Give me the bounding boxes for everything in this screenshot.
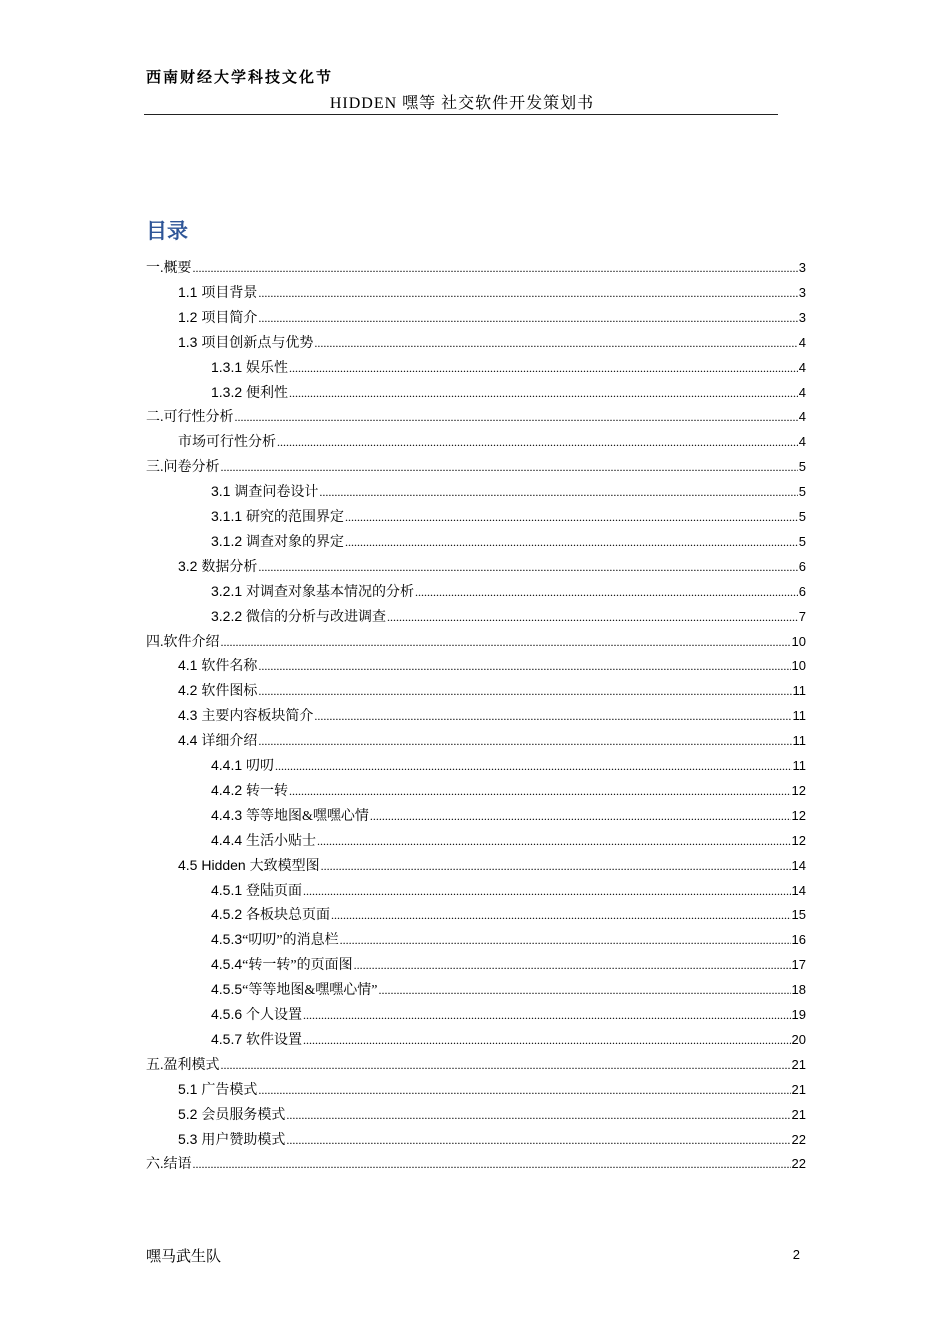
toc-entry-text: 市场可行性分析 — [178, 435, 276, 451]
toc-entry-label — [178, 1129, 285, 1149]
footer-page-number: 2 — [792, 1247, 800, 1262]
toc-entry-page: 10 — [791, 658, 806, 674]
toc-entry-page: 6 — [798, 583, 806, 599]
toc-entry[interactable] — [211, 357, 806, 382]
toc-entry-text: 娱乐性 — [246, 360, 289, 376]
toc-entry-number: 1.3.1 — [211, 358, 247, 375]
toc-entry-page: 5 — [798, 484, 806, 500]
toc-entry-text: “等等地图&嘿嘿心情” — [242, 983, 378, 999]
toc-entry-text: 调查问卷设计 — [234, 485, 319, 501]
header-divider — [144, 114, 778, 115]
toc-entry-text: 生活小贴士 — [246, 833, 317, 849]
toc-entry-page: 5 — [798, 533, 806, 549]
toc-entry-page: 5 — [798, 509, 806, 524]
toc-entry[interactable] — [211, 481, 806, 506]
toc-entry-page: 15 — [791, 907, 806, 923]
toc-entry-number: 5.2 — [178, 1105, 202, 1122]
toc-entry[interactable] — [178, 282, 806, 307]
toc-entry[interactable] — [146, 1054, 806, 1079]
toc-entry-text: 等等地图&嘿嘿心情 — [246, 808, 369, 824]
toc-entry-label — [178, 705, 313, 725]
toc-entry[interactable] — [211, 531, 806, 556]
toc-entry-text: 数据分析 — [201, 559, 258, 575]
toc-dot-leader — [258, 311, 797, 326]
toc-entry-number: 1.1 — [178, 283, 202, 300]
toc-dot-leader — [286, 1133, 790, 1148]
toc-dot-leader — [415, 585, 798, 600]
toc-dot-leader — [289, 386, 798, 401]
toc-entry-page: 4 — [798, 359, 806, 375]
toc-entry-label — [211, 382, 288, 402]
toc-entry-text: 四.软件介绍 — [146, 634, 220, 650]
toc-entry-number: 4.1 — [178, 657, 202, 674]
toc-dot-leader — [221, 1058, 791, 1073]
toc-entry-page: 4 — [798, 434, 806, 450]
toc-entry-text: 会员服务模式 — [201, 1107, 286, 1123]
toc-entry-page: 4 — [798, 384, 806, 400]
toc-dot-leader — [193, 261, 798, 276]
toc-entry-number: 1.3 — [178, 333, 202, 350]
toc-dot-leader — [317, 834, 791, 849]
toc-entry-text: 详细介绍 — [201, 734, 258, 750]
toc-entry[interactable] — [178, 307, 806, 332]
toc-entry-page: 14 — [791, 857, 806, 873]
toc-dot-leader — [275, 759, 791, 774]
toc-entry-page: 22 — [791, 1156, 806, 1172]
toc-entry-label — [178, 1104, 285, 1124]
toc-entry-label — [146, 406, 234, 426]
toc-heading: 目录 — [146, 219, 188, 243]
toc-entry-label — [211, 929, 339, 949]
toc-entry-label — [211, 481, 318, 501]
toc-entry-number: 4.2 — [178, 682, 202, 699]
toc-entry[interactable] — [211, 1029, 806, 1054]
toc-entry-label — [211, 954, 353, 974]
toc-entry-label — [178, 332, 313, 352]
toc-entry[interactable] — [211, 954, 806, 979]
toc-entry-label — [178, 431, 276, 451]
toc-entry-text: 五.盈利模式 — [146, 1057, 220, 1073]
toc-entry-label — [146, 257, 192, 277]
toc-entry-label — [211, 606, 386, 626]
toc-entry[interactable] — [211, 805, 806, 830]
toc-dot-leader — [331, 908, 791, 923]
toc-dot-leader — [303, 1008, 791, 1023]
toc-entry-number: 5.1 — [178, 1080, 202, 1097]
toc-entry-page: 22 — [791, 1131, 806, 1147]
toc-entry-number: 3.1.1 — [211, 508, 247, 524]
toc-entry-label — [211, 1029, 302, 1049]
toc-entry-text: 微信的分析与改进调查 — [246, 609, 387, 625]
toc-entry[interactable] — [146, 406, 806, 431]
toc-dot-leader — [258, 734, 791, 749]
toc-entry[interactable] — [178, 705, 806, 730]
toc-entry-number: 4.4.3 — [211, 806, 247, 823]
toc-entry-number: 1.3.2 — [211, 383, 247, 400]
toc-dot-leader — [321, 859, 791, 874]
toc-entry[interactable] — [211, 755, 806, 780]
toc-entry-text: 用户赞助模式 — [201, 1132, 286, 1148]
toc-entry-text: 一.概要 — [146, 261, 192, 276]
toc-entry[interactable] — [178, 332, 806, 357]
toc-entry[interactable] — [146, 1153, 806, 1178]
toc-dot-leader — [221, 635, 791, 650]
toc-entry[interactable] — [211, 929, 806, 954]
toc-entry-text: 软件名称 — [201, 659, 258, 675]
toc-entry-text: 登陆页面 — [246, 883, 303, 899]
toc-entry-number: 4.4 — [178, 732, 202, 749]
toc-entry-label — [211, 880, 302, 900]
toc-entry-page: 7 — [798, 608, 806, 624]
toc-dot-leader — [286, 1108, 790, 1123]
toc-entry-page: 21 — [791, 1081, 806, 1097]
toc-entry-number: 4.3 — [178, 707, 202, 724]
toc-dot-leader — [303, 884, 791, 899]
toc-entry[interactable] — [178, 655, 806, 680]
toc-dot-leader — [277, 435, 798, 450]
toc-entry-page: 18 — [791, 982, 806, 998]
toc-entry-number: 4.5.6 — [211, 1006, 247, 1022]
toc-entry[interactable] — [178, 1079, 806, 1104]
toc-entry-label — [211, 904, 330, 924]
toc-entry-label — [211, 780, 288, 800]
toc-entry-page: 20 — [791, 1031, 806, 1047]
toc-entry-label — [178, 855, 320, 875]
toc-entry[interactable] — [178, 855, 806, 880]
toc-entry-label — [146, 456, 220, 476]
header-organization: 西南财经大学科技文化节 — [146, 68, 334, 86]
toc-entry-label — [178, 282, 257, 302]
toc-entry[interactable] — [211, 904, 806, 929]
toc-entry-number: 3.1.2 — [211, 532, 247, 549]
toc-entry-text: 大致模型图 — [249, 858, 320, 874]
toc-entry-text: 调查对象的界定 — [246, 534, 345, 550]
toc-entry-label — [146, 631, 220, 651]
toc-dot-leader — [258, 684, 791, 699]
toc-entry[interactable] — [211, 880, 806, 905]
toc-entry[interactable] — [211, 979, 806, 1004]
toc-entry-page: 3 — [798, 284, 806, 300]
toc-entry-page: 17 — [791, 957, 806, 973]
toc-entry-label — [146, 1153, 192, 1173]
toc-entry-page: 21 — [791, 1056, 806, 1072]
toc-entry-text: 软件设置 — [246, 1032, 303, 1048]
toc-entry-text: 个人设置 — [246, 1008, 303, 1023]
toc-entry-label — [178, 307, 257, 327]
toc-entry[interactable] — [146, 456, 806, 481]
toc-entry-page: 21 — [791, 1106, 806, 1122]
toc-entry-number: 4.5 Hidden — [178, 856, 250, 873]
toc-entry-number: 3.1 — [211, 483, 235, 500]
toc-entry-text: 三.问卷分析 — [146, 460, 220, 476]
header-document-title: HIDDEN 嘿等 社交软件开发策划书 — [329, 95, 595, 112]
toc-entry-page: 4 — [798, 334, 806, 350]
toc-entry-label — [211, 805, 369, 825]
toc-dot-leader — [258, 1083, 790, 1098]
toc-entry[interactable] — [211, 506, 806, 531]
toc-entry-number: 5.3 — [178, 1130, 202, 1147]
toc-entry-text: 各板块总页面 — [246, 908, 331, 924]
toc-entry-number: 3.2 — [178, 557, 202, 574]
toc-entry-number: 4.5.2 — [211, 906, 247, 923]
toc-entry[interactable] — [178, 730, 806, 755]
toc-entry-page: 10 — [791, 633, 806, 649]
toc-entry-text: 转一转 — [246, 783, 289, 799]
toc-entry-text: “转一转”的页面图 — [242, 958, 353, 974]
toc-entry-page: 11 — [792, 733, 806, 749]
toc-entry-number: 4.5.4 — [211, 956, 243, 973]
toc-dot-leader — [289, 361, 798, 376]
toc-entry-text: “叨叨”的消息栏 — [242, 933, 339, 949]
toc-entry-page: 11 — [792, 758, 806, 773]
toc-entry-text: 叨叨 — [246, 759, 275, 774]
toc-dot-leader — [258, 659, 790, 674]
toc-entry-page: 5 — [798, 459, 806, 475]
toc-dot-leader — [258, 560, 797, 575]
toc-entry-page: 12 — [791, 807, 806, 823]
toc-entry[interactable] — [178, 556, 806, 581]
toc-entry-number: 4.4.1 — [211, 757, 247, 773]
toc-entry-label — [211, 531, 344, 551]
toc-dot-leader — [370, 809, 791, 824]
toc-entry-text: 广告模式 — [201, 1082, 258, 1098]
toc-entry[interactable] — [178, 680, 806, 705]
toc-dot-leader — [235, 410, 798, 425]
toc-entry-label — [211, 357, 288, 377]
toc-dot-leader — [378, 983, 790, 998]
toc-entry[interactable] — [178, 1129, 806, 1154]
toc-entry-text: 二.可行性分析 — [146, 410, 234, 426]
toc-entry[interactable] — [178, 1104, 806, 1129]
toc-entry-page: 12 — [791, 832, 806, 848]
toc-entry-text: 主要内容板块简介 — [201, 709, 314, 725]
toc-entry[interactable] — [211, 1004, 806, 1029]
toc-entry-number: 4.4.4 — [211, 831, 247, 848]
toc-dot-leader — [345, 535, 798, 550]
toc-entry-label — [146, 1054, 220, 1074]
toc-entry-page: 6 — [798, 558, 806, 574]
toc-entry-label — [211, 830, 316, 850]
toc-entry[interactable] — [211, 581, 806, 606]
toc-entry-text: 研究的范围界定 — [246, 510, 345, 525]
toc-entry-page: 4 — [798, 409, 806, 425]
toc-entry-number: 4.5.1 — [211, 881, 247, 898]
toc-dot-leader — [340, 933, 791, 948]
toc-entry-number: 4.5.3 — [211, 931, 243, 948]
toc-entry-page: 19 — [791, 1007, 806, 1022]
toc-dot-leader — [258, 286, 797, 301]
toc-entry-page: 11 — [792, 708, 806, 724]
toc-entry[interactable] — [146, 257, 806, 282]
toc-entry-text: 软件图标 — [201, 684, 258, 700]
toc-dot-leader — [354, 958, 791, 973]
toc-entry-page: 11 — [792, 683, 806, 699]
toc-entry[interactable] — [178, 431, 806, 456]
toc-entry[interactable] — [211, 606, 806, 631]
footer-team-name: 嘿马武生队 — [146, 1247, 222, 1265]
toc-entry-label — [178, 680, 257, 700]
toc-entry-label — [178, 730, 257, 750]
toc-entry-text: 对调查对象基本情况的分析 — [246, 584, 415, 600]
toc-entry-number: 3.2.1 — [211, 582, 247, 599]
toc-dot-leader — [303, 1033, 791, 1048]
toc-entry-number: 1.2 — [178, 308, 202, 325]
toc-entry-text: 项目创新点与优势 — [201, 335, 314, 351]
toc-entry-label — [211, 1004, 302, 1024]
toc-dot-leader — [289, 784, 791, 799]
toc-entry-text: 六.结语 — [146, 1157, 192, 1173]
toc-entry-label — [178, 655, 257, 675]
toc-entry-number: 4.5.7 — [211, 1030, 247, 1047]
toc-entry[interactable] — [211, 830, 806, 855]
toc-entry[interactable] — [211, 382, 806, 407]
toc-entry-label — [178, 1079, 257, 1099]
toc-dot-leader — [319, 485, 797, 500]
toc-entry[interactable] — [211, 780, 806, 805]
toc-entry-text: 项目简介 — [201, 310, 258, 326]
toc-dot-leader — [193, 1157, 791, 1172]
toc-entry-label — [211, 755, 274, 775]
toc-entry-number: 3.2.2 — [211, 607, 247, 624]
toc-entry-number: 4.4.2 — [211, 781, 247, 798]
toc-entry-page: 3 — [798, 309, 806, 325]
toc-entry[interactable] — [146, 631, 806, 656]
toc-entry-page: 3 — [798, 260, 806, 275]
toc-dot-leader — [314, 336, 797, 351]
toc-dot-leader — [345, 510, 798, 525]
toc-entry-text: 项目背景 — [201, 285, 258, 301]
toc-entry-page: 12 — [791, 782, 806, 798]
toc-dot-leader — [387, 610, 798, 625]
toc-entry-label — [178, 556, 257, 576]
toc-dot-leader — [314, 709, 791, 724]
toc-entry-number: 4.5.5 — [211, 981, 243, 998]
toc-entry-page: 14 — [791, 882, 806, 898]
toc-entry-label — [211, 581, 414, 601]
toc-entry-label — [211, 979, 377, 999]
toc-entry-text: 便利性 — [246, 385, 289, 401]
toc-entry-page: 16 — [791, 932, 806, 948]
toc-entry-label — [211, 506, 344, 526]
toc-dot-leader — [221, 460, 798, 475]
